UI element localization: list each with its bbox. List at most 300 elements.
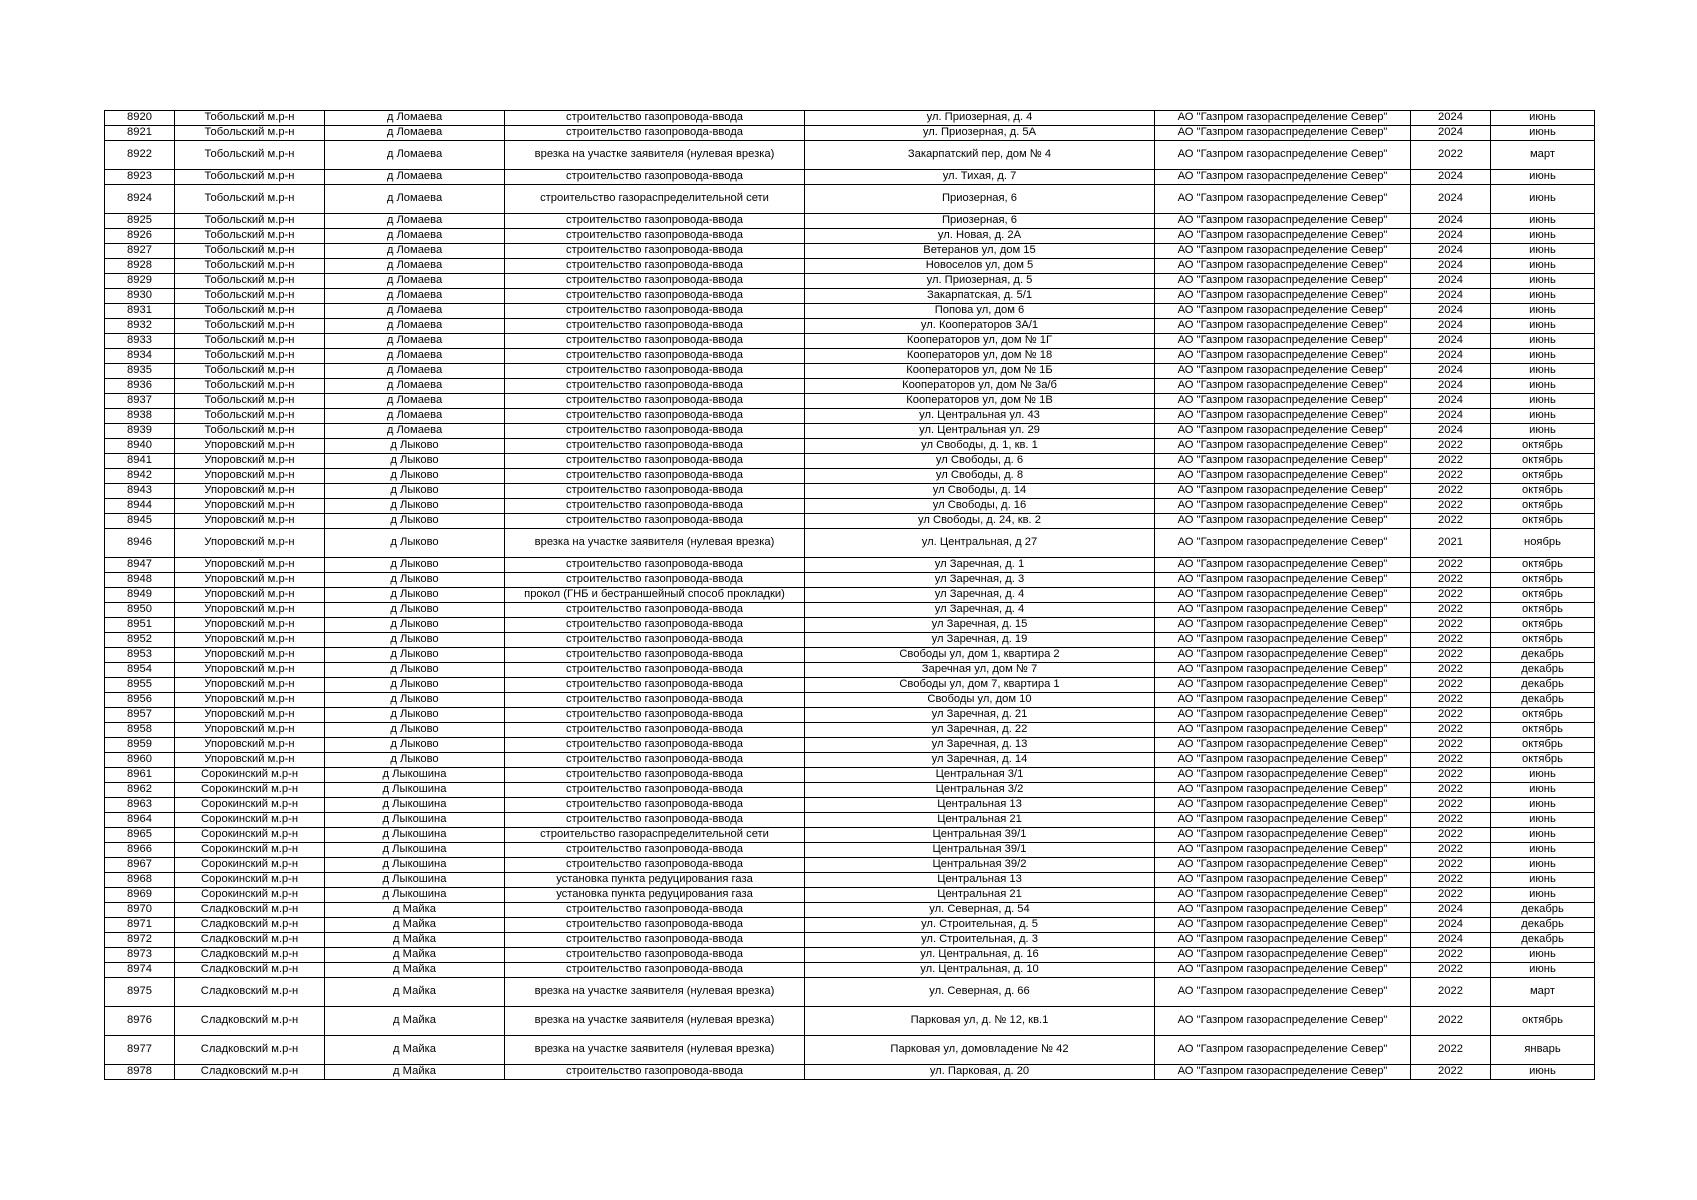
- district-cell: Сорокинский м.р-н: [175, 858, 325, 873]
- row-number-cell: 8965: [105, 828, 175, 843]
- settlement-cell: д Ломаева: [325, 409, 505, 424]
- row-number-cell: 8966: [105, 843, 175, 858]
- row-number-cell: 8926: [105, 229, 175, 244]
- year-cell: 2024: [1411, 259, 1491, 274]
- month-cell: июнь: [1491, 259, 1595, 274]
- work-type-cell: строительство газопровода-ввода: [505, 723, 805, 738]
- work-type-cell: установка пункта редуцирования газа: [505, 888, 805, 903]
- month-cell: июнь: [1491, 768, 1595, 783]
- month-cell: июнь: [1491, 229, 1595, 244]
- organization-cell: АО "Газпром газораспределение Север": [1155, 126, 1411, 141]
- work-type-cell: врезка на участке заявителя (нулевая врезка): [505, 1007, 805, 1036]
- table-row: [105, 244, 1595, 259]
- table-row: [105, 514, 1595, 529]
- month-cell: июнь: [1491, 888, 1595, 903]
- work-type-cell: строительство газопровода-ввода: [505, 111, 805, 126]
- month-cell: октябрь: [1491, 469, 1595, 484]
- settlement-cell: д Лыково: [325, 484, 505, 499]
- organization-cell: АО "Газпром газораспределение Север": [1155, 918, 1411, 933]
- organization-cell: АО "Газпром газораспределение Север": [1155, 319, 1411, 334]
- table-row: [105, 499, 1595, 514]
- table-row: [105, 409, 1595, 424]
- table-row: [105, 334, 1595, 349]
- work-type-cell: строительство газопровода-ввода: [505, 229, 805, 244]
- address-cell: Центральная 3/2: [805, 783, 1155, 798]
- district-cell: Упоровский м.р-н: [175, 708, 325, 723]
- table-row: [105, 753, 1595, 768]
- row-number-cell: 8970: [105, 903, 175, 918]
- settlement-cell: д Лыкошина: [325, 843, 505, 858]
- district-cell: Упоровский м.р-н: [175, 558, 325, 573]
- settlement-cell: д Лыково: [325, 529, 505, 558]
- work-type-cell: строительство газопровода-ввода: [505, 648, 805, 663]
- district-cell: Тобольский м.р-н: [175, 364, 325, 379]
- work-type-cell: врезка на участке заявителя (нулевая врезка): [505, 978, 805, 1007]
- organization-cell: АО "Газпром газораспределение Север": [1155, 1036, 1411, 1065]
- settlement-cell: д Ломаева: [325, 259, 505, 274]
- organization-cell: АО "Газпром газораспределение Север": [1155, 229, 1411, 244]
- table-row: [105, 708, 1595, 723]
- table-row: [105, 170, 1595, 185]
- work-type-cell: строительство газопровода-ввода: [505, 349, 805, 364]
- district-cell: Сладковский м.р-н: [175, 933, 325, 948]
- settlement-cell: д Лыково: [325, 738, 505, 753]
- row-number-cell: 8978: [105, 1065, 175, 1080]
- district-cell: Упоровский м.р-н: [175, 678, 325, 693]
- row-number-cell: 8952: [105, 633, 175, 648]
- settlement-cell: д Ломаева: [325, 214, 505, 229]
- table-row: [105, 918, 1595, 933]
- settlement-cell: д Лыково: [325, 633, 505, 648]
- row-number-cell: 8955: [105, 678, 175, 693]
- address-cell: ул Заречная, д. 19: [805, 633, 1155, 648]
- settlement-cell: д Ломаева: [325, 126, 505, 141]
- organization-cell: АО "Газпром газораспределение Север": [1155, 723, 1411, 738]
- year-cell: 2022: [1411, 798, 1491, 813]
- address-cell: ул. Строительная, д. 5: [805, 918, 1155, 933]
- settlement-cell: д Лыково: [325, 678, 505, 693]
- year-cell: 2024: [1411, 918, 1491, 933]
- row-number-cell: 8924: [105, 185, 175, 214]
- row-number-cell: 8927: [105, 244, 175, 259]
- district-cell: Тобольский м.р-н: [175, 409, 325, 424]
- month-cell: июнь: [1491, 963, 1595, 978]
- month-cell: декабрь: [1491, 648, 1595, 663]
- organization-cell: АО "Газпром газораспределение Север": [1155, 588, 1411, 603]
- district-cell: Сорокинский м.р-н: [175, 828, 325, 843]
- row-number-cell: 8977: [105, 1036, 175, 1065]
- year-cell: 2022: [1411, 514, 1491, 529]
- month-cell: октябрь: [1491, 753, 1595, 768]
- work-type-cell: строительство газопровода-ввода: [505, 214, 805, 229]
- row-number-cell: 8954: [105, 663, 175, 678]
- month-cell: июнь: [1491, 364, 1595, 379]
- address-cell: Парковая ул, д. № 12, кв.1: [805, 1007, 1155, 1036]
- organization-cell: АО "Газпром газораспределение Север": [1155, 903, 1411, 918]
- settlement-cell: д Ломаева: [325, 334, 505, 349]
- work-type-cell: строительство газопровода-ввода: [505, 126, 805, 141]
- district-cell: Упоровский м.р-н: [175, 499, 325, 514]
- settlement-cell: д Ломаева: [325, 289, 505, 304]
- row-number-cell: 8950: [105, 603, 175, 618]
- organization-cell: АО "Газпром газораспределение Север": [1155, 259, 1411, 274]
- row-number-cell: 8963: [105, 798, 175, 813]
- row-number-cell: 8974: [105, 963, 175, 978]
- organization-cell: АО "Газпром газораспределение Север": [1155, 289, 1411, 304]
- settlement-cell: д Ломаева: [325, 394, 505, 409]
- district-cell: Тобольский м.р-н: [175, 170, 325, 185]
- row-number-cell: 8946: [105, 529, 175, 558]
- address-cell: ул. Парковая, д. 20: [805, 1065, 1155, 1080]
- settlement-cell: д Майка: [325, 1065, 505, 1080]
- work-type-cell: строительство газопровода-ввода: [505, 424, 805, 439]
- district-cell: Сорокинский м.р-н: [175, 888, 325, 903]
- settlement-cell: д Лыково: [325, 439, 505, 454]
- settlement-cell: д Лыкошина: [325, 783, 505, 798]
- work-type-cell: строительство газопровода-ввода: [505, 933, 805, 948]
- table-row: [105, 214, 1595, 229]
- organization-cell: АО "Газпром газораспределение Север": [1155, 633, 1411, 648]
- settlement-cell: д Майка: [325, 1007, 505, 1036]
- work-type-cell: строительство газопровода-ввода: [505, 918, 805, 933]
- month-cell: июнь: [1491, 409, 1595, 424]
- settlement-cell: д Ломаева: [325, 304, 505, 319]
- table-body: [105, 111, 1595, 1080]
- address-cell: Кооператоров ул, дом № 1Б: [805, 364, 1155, 379]
- address-cell: Новоселов ул, дом 5: [805, 259, 1155, 274]
- row-number-cell: 8948: [105, 573, 175, 588]
- district-cell: Сладковский м.р-н: [175, 948, 325, 963]
- settlement-cell: д Ломаева: [325, 229, 505, 244]
- month-cell: октябрь: [1491, 633, 1595, 648]
- organization-cell: АО "Газпром газораспределение Север": [1155, 888, 1411, 903]
- organization-cell: АО "Газпром газораспределение Север": [1155, 768, 1411, 783]
- settlement-cell: д Лыкошина: [325, 768, 505, 783]
- year-cell: 2024: [1411, 903, 1491, 918]
- month-cell: декабрь: [1491, 918, 1595, 933]
- row-number-cell: 8960: [105, 753, 175, 768]
- address-cell: ул Заречная, д. 22: [805, 723, 1155, 738]
- month-cell: октябрь: [1491, 723, 1595, 738]
- year-cell: 2024: [1411, 334, 1491, 349]
- settlement-cell: д Лыково: [325, 618, 505, 633]
- year-cell: 2024: [1411, 274, 1491, 289]
- month-cell: июнь: [1491, 126, 1595, 141]
- year-cell: 2024: [1411, 364, 1491, 379]
- settlement-cell: д Ломаева: [325, 141, 505, 170]
- year-cell: 2022: [1411, 454, 1491, 469]
- row-number-cell: 8941: [105, 454, 175, 469]
- month-cell: октябрь: [1491, 603, 1595, 618]
- table-row: [105, 843, 1595, 858]
- year-cell: 2021: [1411, 529, 1491, 558]
- year-cell: 2024: [1411, 304, 1491, 319]
- work-type-cell: строительство газопровода-ввода: [505, 693, 805, 708]
- district-cell: Сладковский м.р-н: [175, 1036, 325, 1065]
- district-cell: Упоровский м.р-н: [175, 454, 325, 469]
- district-cell: Тобольский м.р-н: [175, 229, 325, 244]
- address-cell: Центральная 21: [805, 888, 1155, 903]
- settlement-cell: д Лыкошина: [325, 873, 505, 888]
- work-type-cell: строительство газопровода-ввода: [505, 469, 805, 484]
- settlement-cell: д Лыково: [325, 603, 505, 618]
- district-cell: Тобольский м.р-н: [175, 111, 325, 126]
- work-type-cell: строительство газопровода-ввода: [505, 274, 805, 289]
- gasification-table-container: [104, 110, 1594, 1080]
- address-cell: Центральная 3/1: [805, 768, 1155, 783]
- address-cell: Центральная 39/1: [805, 843, 1155, 858]
- table-row: [105, 933, 1595, 948]
- year-cell: 2022: [1411, 723, 1491, 738]
- settlement-cell: д Лыково: [325, 753, 505, 768]
- district-cell: Упоровский м.р-н: [175, 484, 325, 499]
- row-number-cell: 8934: [105, 349, 175, 364]
- district-cell: Упоровский м.р-н: [175, 603, 325, 618]
- year-cell: 2024: [1411, 214, 1491, 229]
- table-row: [105, 185, 1595, 214]
- table-row: [105, 1007, 1595, 1036]
- settlement-cell: д Майка: [325, 918, 505, 933]
- table-row: [105, 141, 1595, 170]
- address-cell: Закарпатская, д. 5/1: [805, 289, 1155, 304]
- district-cell: Упоровский м.р-н: [175, 514, 325, 529]
- year-cell: 2024: [1411, 424, 1491, 439]
- month-cell: декабрь: [1491, 693, 1595, 708]
- settlement-cell: д Ломаева: [325, 170, 505, 185]
- year-cell: 2022: [1411, 1007, 1491, 1036]
- year-cell: 2022: [1411, 1036, 1491, 1065]
- month-cell: июнь: [1491, 843, 1595, 858]
- row-number-cell: 8930: [105, 289, 175, 304]
- address-cell: ул Заречная, д. 3: [805, 573, 1155, 588]
- row-number-cell: 8920: [105, 111, 175, 126]
- district-cell: Упоровский м.р-н: [175, 648, 325, 663]
- work-type-cell: строительство газопровода-ввода: [505, 244, 805, 259]
- organization-cell: АО "Газпром газораспределение Север": [1155, 454, 1411, 469]
- work-type-cell: строительство газопровода-ввода: [505, 783, 805, 798]
- work-type-cell: строительство газопровода-ввода: [505, 409, 805, 424]
- row-number-cell: 8949: [105, 588, 175, 603]
- settlement-cell: д Лыково: [325, 558, 505, 573]
- table-row: [105, 126, 1595, 141]
- district-cell: Тобольский м.р-н: [175, 394, 325, 409]
- month-cell: июнь: [1491, 828, 1595, 843]
- organization-cell: АО "Газпром газораспределение Север": [1155, 334, 1411, 349]
- organization-cell: АО "Газпром газораспределение Север": [1155, 244, 1411, 259]
- year-cell: 2022: [1411, 678, 1491, 693]
- organization-cell: АО "Газпром газораспределение Север": [1155, 499, 1411, 514]
- district-cell: Тобольский м.р-н: [175, 349, 325, 364]
- year-cell: 2024: [1411, 244, 1491, 259]
- row-number-cell: 8939: [105, 424, 175, 439]
- work-type-cell: строительство газопровода-ввода: [505, 289, 805, 304]
- table-row: [105, 379, 1595, 394]
- district-cell: Упоровский м.р-н: [175, 573, 325, 588]
- work-type-cell: врезка на участке заявителя (нулевая врезка): [505, 529, 805, 558]
- year-cell: 2024: [1411, 170, 1491, 185]
- table-row: [105, 229, 1595, 244]
- year-cell: 2022: [1411, 753, 1491, 768]
- year-cell: 2022: [1411, 813, 1491, 828]
- district-cell: Сорокинский м.р-н: [175, 798, 325, 813]
- month-cell: июнь: [1491, 783, 1595, 798]
- address-cell: Приозерная, 6: [805, 214, 1155, 229]
- district-cell: Тобольский м.р-н: [175, 319, 325, 334]
- row-number-cell: 8938: [105, 409, 175, 424]
- table-row: [105, 678, 1595, 693]
- year-cell: 2022: [1411, 558, 1491, 573]
- work-type-cell: строительство газопровода-ввода: [505, 618, 805, 633]
- settlement-cell: д Ломаева: [325, 379, 505, 394]
- work-type-cell: строительство газопровода-ввода: [505, 439, 805, 454]
- row-number-cell: 8935: [105, 364, 175, 379]
- address-cell: ул Заречная, д. 21: [805, 708, 1155, 723]
- address-cell: ул Свободы, д. 14: [805, 484, 1155, 499]
- row-number-cell: 8957: [105, 708, 175, 723]
- row-number-cell: 8958: [105, 723, 175, 738]
- work-type-cell: строительство газопровода-ввода: [505, 259, 805, 274]
- district-cell: Тобольский м.р-н: [175, 141, 325, 170]
- district-cell: Тобольский м.р-н: [175, 259, 325, 274]
- organization-cell: АО "Газпром газораспределение Север": [1155, 424, 1411, 439]
- month-cell: декабрь: [1491, 933, 1595, 948]
- table-row: [105, 648, 1595, 663]
- table-row: [105, 111, 1595, 126]
- district-cell: Сладковский м.р-н: [175, 903, 325, 918]
- organization-cell: АО "Газпром газораспределение Север": [1155, 274, 1411, 289]
- settlement-cell: д Ломаева: [325, 424, 505, 439]
- table-row: [105, 469, 1595, 484]
- organization-cell: АО "Газпром газораспределение Север": [1155, 798, 1411, 813]
- settlement-cell: д Лыково: [325, 663, 505, 678]
- organization-cell: АО "Газпром газораспределение Север": [1155, 693, 1411, 708]
- work-type-cell: строительство газопровода-ввода: [505, 798, 805, 813]
- table-row: [105, 588, 1595, 603]
- settlement-cell: д Лыкошина: [325, 888, 505, 903]
- district-cell: Тобольский м.р-н: [175, 334, 325, 349]
- address-cell: ул. Центральная ул. 29: [805, 424, 1155, 439]
- work-type-cell: строительство газопровода-ввода: [505, 963, 805, 978]
- month-cell: октябрь: [1491, 1007, 1595, 1036]
- table-row: [105, 963, 1595, 978]
- address-cell: ул Свободы, д. 1, кв. 1: [805, 439, 1155, 454]
- settlement-cell: д Ломаева: [325, 364, 505, 379]
- organization-cell: АО "Газпром газораспределение Север": [1155, 364, 1411, 379]
- address-cell: ул. Приозерная, д. 4: [805, 111, 1155, 126]
- month-cell: июнь: [1491, 274, 1595, 289]
- settlement-cell: д Лыково: [325, 723, 505, 738]
- organization-cell: АО "Газпром газораспределение Север": [1155, 558, 1411, 573]
- work-type-cell: строительство газопровода-ввода: [505, 1065, 805, 1080]
- month-cell: октябрь: [1491, 738, 1595, 753]
- row-number-cell: 8971: [105, 918, 175, 933]
- month-cell: октябрь: [1491, 708, 1595, 723]
- settlement-cell: д Лыково: [325, 693, 505, 708]
- work-type-cell: строительство газопровода-ввода: [505, 334, 805, 349]
- organization-cell: АО "Газпром газораспределение Север": [1155, 1065, 1411, 1080]
- settlement-cell: д Лыково: [325, 708, 505, 723]
- year-cell: 2024: [1411, 111, 1491, 126]
- work-type-cell: строительство газопровода-ввода: [505, 364, 805, 379]
- organization-cell: АО "Газпром газораспределение Север": [1155, 963, 1411, 978]
- row-number-cell: 8951: [105, 618, 175, 633]
- year-cell: 2024: [1411, 126, 1491, 141]
- address-cell: ул. Приозерная, д. 5: [805, 274, 1155, 289]
- year-cell: 2022: [1411, 738, 1491, 753]
- organization-cell: АО "Газпром газораспределение Север": [1155, 828, 1411, 843]
- table-row: [105, 903, 1595, 918]
- work-type-cell: строительство газопровода-ввода: [505, 813, 805, 828]
- year-cell: 2022: [1411, 828, 1491, 843]
- organization-cell: АО "Газпром газораспределение Север": [1155, 379, 1411, 394]
- district-cell: Упоровский м.р-н: [175, 469, 325, 484]
- work-type-cell: строительство газопровода-ввода: [505, 603, 805, 618]
- table-row: [105, 663, 1595, 678]
- work-type-cell: строительство газопровода-ввода: [505, 170, 805, 185]
- settlement-cell: д Ломаева: [325, 111, 505, 126]
- month-cell: октябрь: [1491, 514, 1595, 529]
- work-type-cell: строительство газопровода-ввода: [505, 499, 805, 514]
- year-cell: 2024: [1411, 933, 1491, 948]
- table-row: [105, 484, 1595, 499]
- month-cell: июнь: [1491, 111, 1595, 126]
- row-number-cell: 8922: [105, 141, 175, 170]
- district-cell: Тобольский м.р-н: [175, 304, 325, 319]
- month-cell: июнь: [1491, 185, 1595, 214]
- table-row: [105, 603, 1595, 618]
- address-cell: Центральная 13: [805, 873, 1155, 888]
- organization-cell: АО "Газпром газораспределение Север": [1155, 663, 1411, 678]
- settlement-cell: д Лыкошина: [325, 858, 505, 873]
- organization-cell: АО "Газпром газораспределение Север": [1155, 529, 1411, 558]
- month-cell: июнь: [1491, 244, 1595, 259]
- table-row: [105, 978, 1595, 1007]
- district-cell: Сладковский м.р-н: [175, 1065, 325, 1080]
- table-row: [105, 873, 1595, 888]
- row-number-cell: 8942: [105, 469, 175, 484]
- district-cell: Сладковский м.р-н: [175, 918, 325, 933]
- month-cell: июнь: [1491, 319, 1595, 334]
- organization-cell: АО "Газпром газораспределение Север": [1155, 111, 1411, 126]
- row-number-cell: 8973: [105, 948, 175, 963]
- row-number-cell: 8969: [105, 888, 175, 903]
- district-cell: Сладковский м.р-н: [175, 978, 325, 1007]
- year-cell: 2022: [1411, 469, 1491, 484]
- row-number-cell: 8959: [105, 738, 175, 753]
- month-cell: июнь: [1491, 289, 1595, 304]
- row-number-cell: 8923: [105, 170, 175, 185]
- address-cell: Приозерная, 6: [805, 185, 1155, 214]
- month-cell: июнь: [1491, 873, 1595, 888]
- district-cell: Сорокинский м.р-н: [175, 768, 325, 783]
- district-cell: Тобольский м.р-н: [175, 289, 325, 304]
- row-number-cell: 8975: [105, 978, 175, 1007]
- work-type-cell: врезка на участке заявителя (нулевая врезка): [505, 141, 805, 170]
- address-cell: ул Заречная, д. 4: [805, 603, 1155, 618]
- settlement-cell: д Лыкошина: [325, 828, 505, 843]
- organization-cell: АО "Газпром газораспределение Север": [1155, 349, 1411, 364]
- month-cell: июнь: [1491, 813, 1595, 828]
- table-row: [105, 768, 1595, 783]
- work-type-cell: строительство газопровода-ввода: [505, 903, 805, 918]
- settlement-cell: д Лыково: [325, 514, 505, 529]
- year-cell: 2024: [1411, 185, 1491, 214]
- district-cell: Сладковский м.р-н: [175, 963, 325, 978]
- month-cell: ноябрь: [1491, 529, 1595, 558]
- row-number-cell: 8945: [105, 514, 175, 529]
- table-row: [105, 439, 1595, 454]
- year-cell: 2022: [1411, 783, 1491, 798]
